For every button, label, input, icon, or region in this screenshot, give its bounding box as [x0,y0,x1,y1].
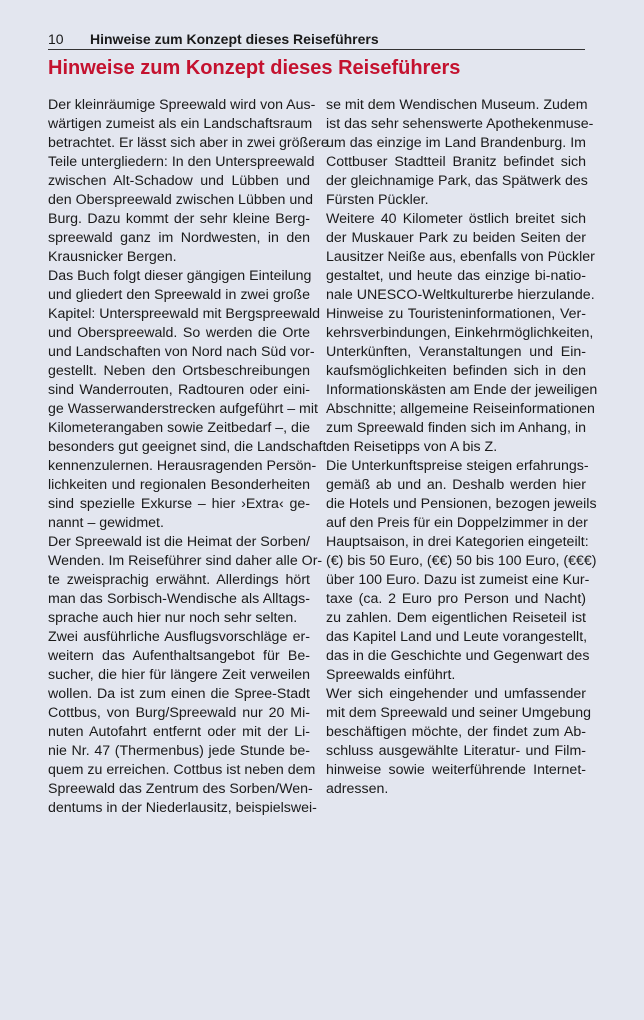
text-line: und Landschaften von Nord nach Süd vor- [48,344,315,360]
text-line: Das Buch folgt dieser gängigen Einteilung [48,268,312,284]
text-line: lichkeiten und regionalen Besonderheiten [48,477,310,493]
text-line: betrachtet. Er lässt sich aber in zwei größere [48,135,329,151]
text-line: um das einzige im Land Brandenburg. Im [326,135,586,151]
text-line: zum Spreewald finden sich im Anhang, in [326,420,586,436]
text-line: sind spezielle Exkurse – hier ›Extra‹ ge- [48,496,310,512]
text-line: sind Wanderrouten, Radtouren oder eini- [48,382,310,398]
text-line: taxe (ca. 2 Euro pro Person und Nacht) [326,591,586,607]
text-line: quem zu erreichen. Cottbus ist neben dem [48,762,316,778]
text-line: hinweise sowie weiterführende Internet- [326,762,586,778]
text-line: nale UNESCO-Weltkulturerbe hierzulande. [326,287,595,303]
text-line: man das Sorbisch-Wendische als Alltags- [48,591,310,607]
text-line: sucher, die hier für längere Zeit verweilen [48,667,310,683]
text-line: zwischen Alt-Schadow und Lübben und [48,173,310,189]
text-line: Krausnicker Bergen. [48,249,177,265]
text-line: das in die Geschichte und Gegenwart des [326,648,590,664]
text-line: Kapitel: Unterspreewald mit Bergspreewald [48,306,321,322]
text-line: auf den Preis für ein Doppelzimmer in der [326,515,588,531]
text-line: den Reisetipps von A bis Z. [326,439,498,455]
text-line: nie Nr. 47 (Thermenbus) jede Stunde be- [48,743,310,759]
text-line: Spreewald das Zentrum des Sorben/Wen- [48,781,313,797]
text-line: Abschnitte; allgemeine Reiseinformationen [326,401,595,417]
text-column-right [326,96,598,799]
text-line: der Muskauer Park zu beiden Seiten der [326,230,586,246]
text-line: spreewald ganz im Nordwesten, in den [48,230,310,246]
text-line: Weitere 40 Kilometer östlich breitet sich [326,211,586,227]
text-line: kehrsverbindungen, Einkehrmöglichkeiten, [326,325,594,341]
text-line: Lausitzer Neiße aus, ebenfalls von Pückler [326,249,595,265]
text-line: ge Wasserwanderstrecken aufgeführt – mit [48,401,318,417]
text-line: gestaltet, und heute das einzige bi-natio- [326,268,586,284]
text-line: die Hotels und Pensionen, bezogen jeweils [326,496,597,512]
text-line: mit dem Spreewald und seiner Umgebung [326,705,591,721]
text-line: adressen. [326,781,389,797]
text-line: der gleichnamige Park, das Spätwerk des [326,173,588,189]
text-line: nuten Autofahrt entfernt oder mit der Li- [48,724,310,740]
text-line: Cottbus, von Burg/Spreewald nur 20 Mi- [48,705,310,721]
text-line: te zweisprachig erwähnt. Allerdings hört [48,572,310,588]
text-line: weitern das Aufenthaltsangebot für Be- [48,648,310,664]
text-line: dentums in der Niederlausitz, beispielswei- [48,800,317,816]
text-line: Kilometerangaben sowie Zeitbedarf –, die [48,420,310,436]
running-title: Hinweise zum Konzept dieses Reiseführers [90,31,379,47]
text-line: Der Spreewald ist die Heimat der Sorben/ [48,534,310,550]
text-line: schluss ausgewählte Literatur- und Film- [326,743,586,759]
text-line: Hauptsaison, in drei Kategorien eingeteilt: [326,534,589,550]
text-line: Informationskästen am Ende der jeweiligen [326,382,598,398]
text-line: und Oberspreewald. So werden die Orte [48,325,310,341]
text-line: Wer sich eingehender und umfassender [326,686,586,702]
page-number: 10 [48,31,64,47]
text-line: das Kapitel Land und Leute vorangestellt, [326,629,588,645]
text-line: Fürsten Pückler. [326,192,429,208]
text-line: (€) bis 50 Euro, (€€) 50 bis 100 Euro, (€€€) [326,553,597,569]
text-line: Hinweise zu Touristeninformationen, Ver- [326,306,586,322]
text-line: Wenden. Im Reiseführer sind daher alle Or- [48,553,323,569]
text-line: kennenzulernen. Herausragenden Persön- [48,458,317,474]
text-line: gestellt. Neben den Ortsbeschreibungen [48,363,310,379]
running-header [48,30,585,50]
text-line: wärtigen zumeist als ein Landschaftsraum [48,116,313,132]
text-line: se mit dem Wendischen Museum. Zudem [326,97,588,113]
text-line: nannt – gewidmet. [48,515,164,531]
text-line: Unterkünften, Veranstaltungen und Ein- [326,344,586,360]
text-line: besonders gut geeignet sind, die Landschaft [48,439,327,455]
text-line: kaufsmöglichkeiten befinden sich in den [326,363,586,379]
text-line: den Oberspreewald zwischen Lübben und [48,192,314,208]
text-line: Der kleinräumige Spreewald wird von Aus- [48,97,316,113]
text-column-left [48,96,329,818]
chapter-title: Hinweise zum Konzept dieses Reiseführers [48,57,461,79]
text-line: ist das sehr sehenswerte Apothekenmuse- [326,116,594,132]
text-line: beschäftigen möchte, der findet zum Ab- [326,724,586,740]
text-line: über 100 Euro. Dazu ist zumeist eine Kur- [326,572,590,588]
text-line: Zwei ausführliche Ausflugsvorschläge er- [48,629,310,645]
text-line: Die Unterkunftspreise steigen erfahrungs- [326,458,589,474]
text-line: Teile untergliedern: In den Unterspreewald [48,154,315,170]
text-line: gemäß ab und an. Deshalb werden hier [326,477,586,493]
text-line: zu zahlen. Dem eigentlichen Reiseteil ist [326,610,586,626]
text-line: Burg. Dazu kommt der sehr kleine Berg- [48,211,310,227]
text-line: Cottbuser Stadtteil Branitz befindet sich [326,154,586,170]
text-line: sprache auch hier nur noch sehr selten. [48,610,298,626]
text-line: Spreewalds einführt. [326,667,456,683]
text-line: wollen. Da ist zum einen die Spree-Stadt [48,686,310,702]
text-line: und gliedert den Spreewald in zwei große [48,287,310,303]
